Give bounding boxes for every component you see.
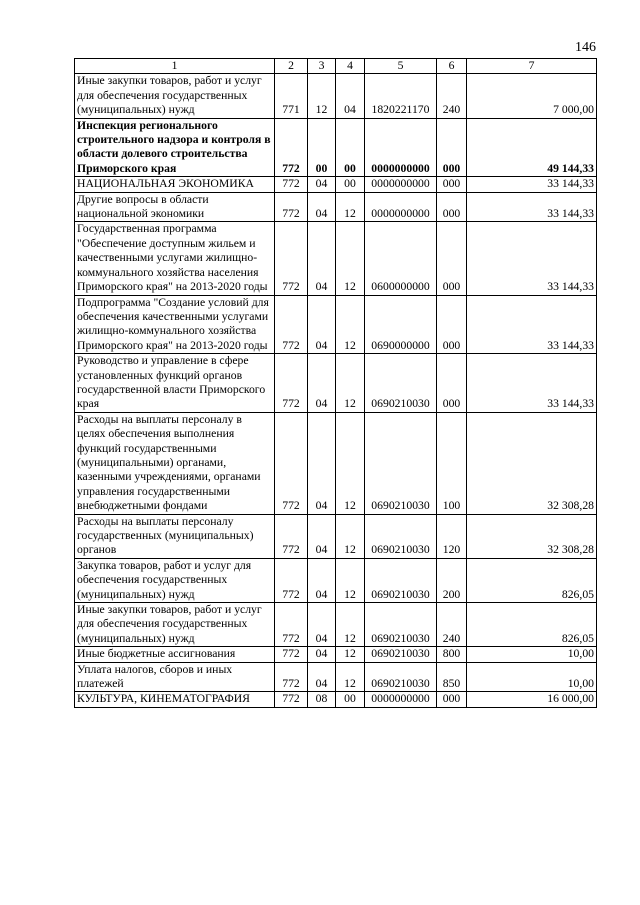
cell-col-3: 04	[308, 558, 336, 602]
cell-col-5: 1820221170	[365, 74, 437, 118]
cell-col-6: 000	[437, 354, 467, 413]
cell-col-5: 0000000000	[365, 692, 437, 707]
cell-col-6: 240	[437, 74, 467, 118]
cell-col-2: 772	[275, 662, 308, 692]
cell-col-4: 12	[336, 222, 365, 295]
cell-col-2: 772	[275, 514, 308, 558]
cell-col-3: 04	[308, 222, 336, 295]
cell-col-2: 772	[275, 558, 308, 602]
cell-col-6: 000	[437, 295, 467, 354]
cell-col-6: 240	[437, 603, 467, 647]
row-name: Инспекция регионального строительного надзора и контроля в области долевого строительства Приморского края	[75, 118, 275, 177]
cell-col-4: 00	[336, 118, 365, 177]
cell-col-5: 0690210030	[365, 647, 437, 662]
cell-amount: 10,00	[467, 647, 597, 662]
row-name: Иные закупки товаров, работ и услуг для обеспечения государственных (муниципальных) нужд	[75, 603, 275, 647]
table-row	[75, 192, 597, 222]
table-body	[75, 74, 597, 707]
cell-amount: 49 144,33	[467, 118, 597, 177]
cell-col-3: 04	[308, 295, 336, 354]
cell-amount: 7 000,00	[467, 74, 597, 118]
cell-col-3: 04	[308, 192, 336, 222]
row-name: Другие вопросы в области национальной экономики	[75, 192, 275, 222]
cell-col-3: 04	[308, 412, 336, 514]
header-col-6: 6	[437, 59, 467, 74]
cell-amount: 33 144,33	[467, 192, 597, 222]
row-name: Государственная программа "Обеспечение доступным жильем и качественными услугами жилищно-коммунального хозяйства населения Приморского края" на 2013-2020 годы	[75, 222, 275, 295]
cell-col-4: 12	[336, 295, 365, 354]
table-row	[75, 118, 597, 177]
cell-col-4: 00	[336, 177, 365, 192]
cell-col-4: 04	[336, 74, 365, 118]
cell-col-5: 0690210030	[365, 603, 437, 647]
header-col-4: 4	[336, 59, 365, 74]
cell-col-6: 000	[437, 118, 467, 177]
cell-col-2: 772	[275, 192, 308, 222]
cell-col-5: 0000000000	[365, 177, 437, 192]
row-name: Расходы на выплаты персоналу государственных (муниципальных) органов	[75, 514, 275, 558]
table-row	[75, 74, 597, 118]
cell-amount: 32 308,28	[467, 514, 597, 558]
table-row	[75, 603, 597, 647]
cell-col-6: 000	[437, 222, 467, 295]
row-name: Уплата налогов, сборов и иных платежей	[75, 662, 275, 692]
cell-col-5: 0690210030	[365, 412, 437, 514]
cell-col-3: 08	[308, 692, 336, 707]
cell-col-6: 120	[437, 514, 467, 558]
cell-col-2: 772	[275, 603, 308, 647]
cell-col-6: 100	[437, 412, 467, 514]
cell-col-3: 00	[308, 118, 336, 177]
cell-col-3: 04	[308, 603, 336, 647]
cell-col-4: 12	[336, 647, 365, 662]
cell-col-2: 772	[275, 118, 308, 177]
cell-col-3: 04	[308, 514, 336, 558]
cell-col-5: 0690210030	[365, 662, 437, 692]
cell-col-6: 000	[437, 692, 467, 707]
cell-col-2: 772	[275, 354, 308, 413]
cell-col-2: 772	[275, 177, 308, 192]
cell-col-2: 772	[275, 647, 308, 662]
cell-col-5: 0600000000	[365, 222, 437, 295]
table-row	[75, 692, 597, 707]
cell-col-2: 772	[275, 295, 308, 354]
cell-col-3: 04	[308, 647, 336, 662]
row-name: НАЦИОНАЛЬНАЯ ЭКОНОМИКА	[75, 177, 275, 192]
cell-col-6: 000	[437, 177, 467, 192]
cell-col-4: 12	[336, 514, 365, 558]
table-row	[75, 558, 597, 602]
cell-col-6: 800	[437, 647, 467, 662]
cell-amount: 33 144,33	[467, 295, 597, 354]
cell-col-6: 200	[437, 558, 467, 602]
cell-col-2: 772	[275, 692, 308, 707]
table-row	[75, 295, 597, 354]
cell-col-4: 12	[336, 662, 365, 692]
cell-col-4: 12	[336, 192, 365, 222]
cell-amount: 826,05	[467, 558, 597, 602]
cell-amount: 33 144,33	[467, 177, 597, 192]
table-row	[75, 354, 597, 413]
row-name: Иные закупки товаров, работ и услуг для обеспечения государственных (муниципальных) нужд	[75, 74, 275, 118]
cell-col-5: 0690210030	[365, 514, 437, 558]
row-name: КУЛЬТУРА, КИНЕМАТОГРАФИЯ	[75, 692, 275, 707]
cell-col-3: 04	[308, 354, 336, 413]
table-row	[75, 222, 597, 295]
row-name: Руководство и управление в сфере установленных функций органов государственной власти Приморского края	[75, 354, 275, 413]
cell-col-6: 850	[437, 662, 467, 692]
cell-col-2: 772	[275, 412, 308, 514]
cell-amount: 33 144,33	[467, 222, 597, 295]
cell-amount: 16 000,00	[467, 692, 597, 707]
cell-amount: 32 308,28	[467, 412, 597, 514]
header-row	[75, 59, 597, 74]
cell-amount: 826,05	[467, 603, 597, 647]
table-row	[75, 412, 597, 514]
cell-col-5: 0690210030	[365, 354, 437, 413]
table-row	[75, 662, 597, 692]
cell-col-5: 0000000000	[365, 118, 437, 177]
cell-col-3: 04	[308, 177, 336, 192]
cell-col-3: 12	[308, 74, 336, 118]
cell-col-2: 772	[275, 222, 308, 295]
cell-col-5: 0690210030	[365, 558, 437, 602]
row-name: Подпрограмма "Создание условий для обеспечения качественными услугами жилищно-коммунального хозяйства Приморского края" на 2013-2020 годы	[75, 295, 275, 354]
cell-col-6: 000	[437, 192, 467, 222]
header-col-5: 5	[365, 59, 437, 74]
cell-col-4: 12	[336, 558, 365, 602]
cell-col-4: 00	[336, 692, 365, 707]
cell-col-2: 771	[275, 74, 308, 118]
row-name: Закупка товаров, работ и услуг для обеспечения государственных (муниципальных) нужд	[75, 558, 275, 602]
cell-col-5: 0000000000	[365, 192, 437, 222]
table-row	[75, 647, 597, 662]
cell-col-4: 12	[336, 354, 365, 413]
cell-amount: 10,00	[467, 662, 597, 692]
row-name: Расходы на выплаты персоналу в целях обеспечения выполнения функций государственными (муниципальными) органами, казенными учреждениями, органами управления государственными внебюджетными фондами	[75, 412, 275, 514]
cell-amount: 33 144,33	[467, 354, 597, 413]
header-col-2: 2	[275, 59, 308, 74]
cell-col-4: 12	[336, 412, 365, 514]
header-col-7: 7	[467, 59, 597, 74]
table-row	[75, 177, 597, 192]
row-name: Иные бюджетные ассигнования	[75, 647, 275, 662]
header-col-3: 3	[308, 59, 336, 74]
table-row	[75, 514, 597, 558]
header-col-1: 1	[75, 59, 275, 74]
page-number: 146	[575, 40, 596, 55]
budget-table	[74, 58, 597, 708]
cell-col-5: 0690000000	[365, 295, 437, 354]
cell-col-4: 12	[336, 603, 365, 647]
cell-col-3: 04	[308, 662, 336, 692]
